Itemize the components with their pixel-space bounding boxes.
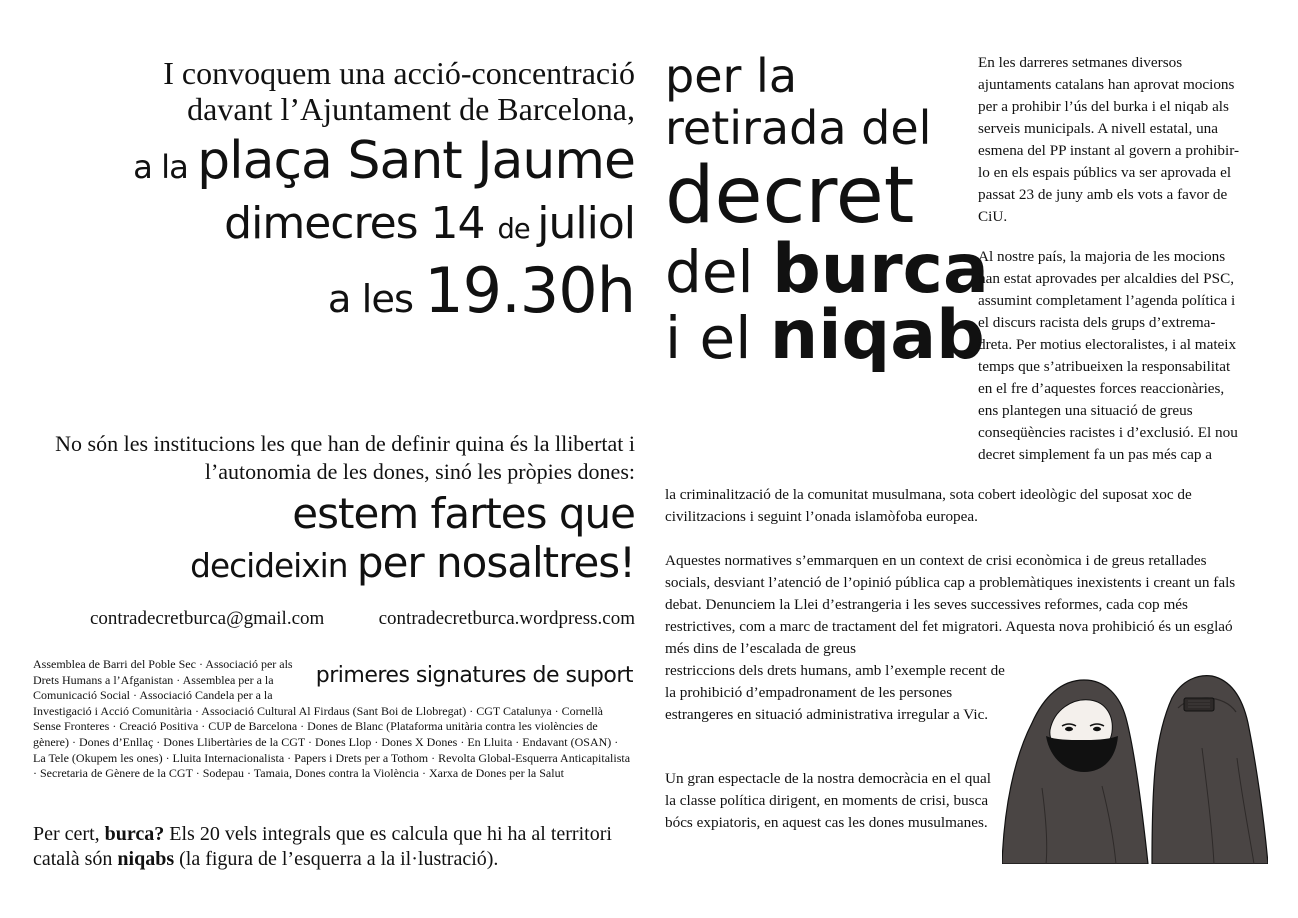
convocation-date — [40, 197, 635, 257]
headline-line-4 — [665, 230, 989, 309]
convocation-place — [40, 131, 635, 197]
note-niqabs: niqabs — [117, 848, 175, 870]
headline — [665, 49, 989, 375]
headline-line-1: per la — [665, 49, 798, 103]
article-paragraph-3-continued: restriccions dels drets humans, amb l’exemple recent de la prohibició d’empadronament de les persones estrangeres en situació administrativa irregular a Vic. — [665, 662, 1005, 723]
institutions-line-1: No són les institucions les que han de definir quina és la llibertat i — [55, 431, 635, 456]
contact-email[interactable]: contradecretburca@gmail.com — [90, 608, 325, 629]
burca-note — [33, 822, 643, 872]
date-day: dimecres 14 — [224, 198, 498, 249]
note-part-c: Els 20 vels integrals que es calcula que hi ha al territori català són — [33, 823, 612, 870]
place-prefix: a la — [133, 148, 198, 186]
slogan-per-nosaltres: per nosaltres! — [356, 538, 635, 587]
date-month: juliol — [537, 198, 635, 249]
convocation-block — [40, 55, 635, 334]
headline-line-3: decret — [665, 151, 915, 241]
article-paragraph-2: Al nostre país, la majoria de les mocions han estat aprovades per alcaldies del PSC, assumint completament l’agenda política i el discurs racista dels grups d’extrema-dreta. Per motius electoralistes, i al mateix temps que s’atribueixen la responsabilitat en el fre d’aquestes forces reaccionàries, ens plantegen una situació de greus conseqüències racistes i d’exclusió. El nou decret simplement fa un pas més cap a — [978, 248, 1238, 463]
note-burca: burca? — [104, 823, 165, 845]
note-part-a: Per cert, — [33, 823, 105, 845]
article-paragraph-3: Aquestes normatives s’emmarquen en un context de crisi econòmica i de greus retallades socials, desviant l’atenció de l’opinió pública cap a problemàtiques inexistents i creant un fals debat. Denunciem la Llei d’estrangeria i les seves successives reformes, cada cop més restrictives, com a marc de tractament del fet migratori. Aquesta nova prohibició és un esglaó més dins de l’escalada de greus — [665, 552, 1236, 657]
burqa-figure — [1152, 676, 1268, 864]
institutions-line-2: l’autonomia de les dones, sinó les pròpies dones: — [204, 459, 635, 484]
headline-line-2: retirada del — [665, 101, 932, 155]
contact-web[interactable]: contradecretburca.wordpress.com — [378, 608, 635, 629]
headline-del: del — [665, 238, 773, 306]
niqab-burqa-illustration — [1002, 668, 1268, 864]
convocation-line-2: davant l’Ajuntament de Barcelona, — [187, 91, 635, 127]
convocation-time — [40, 254, 635, 334]
note-part-e: (la figura de l’esquerra a la il·lustració). — [174, 848, 499, 870]
article-paragraph-2-continued: la criminalització de la comunitat musulmana, sota cobert ideològic del suposat xoc de civilitzacions i seguint l’onada islamòfoba europea. — [665, 486, 1192, 525]
signatures-title: primeres signatures de suport — [315, 663, 633, 688]
headline-niqab: niqab — [769, 296, 985, 375]
signatures-block — [33, 657, 633, 782]
time-prefix: a les — [327, 277, 425, 322]
signatures-list: Assemblea de Barri del Poble Sec · Associació per als Drets Humans a l’Afganistan · Assemblea per a la Comunicació Social · Associació Candela per a la Investigació i Acció Comunitària · Associació Cultural Al Firdaus (Sant Boi de Llobregat) · CGT Catalunya · Cornellà Sense Fronteres · Creació Positiva · CUP de Barcelona · Dones de Blanc (Plataforma unitària contra les violències de gènere) · Dones d’Enllaç · Dones Llibertàries de la CGT · Dones Llop · Dones X Dones · En Lluita · Endavant (OSAN) · La Tele (Okupem les ones) · Lluita Internacionalista · Papers i Drets per a Tothom · Revolta Global-Esquerra Anticapitalista · Secretaria de Gènere de la CGT · Sodepau · Tamaia, Dones contra la Violència · Xarxa de Dones per la Salut — [33, 657, 631, 781]
convocation-line-1: I convoquem una acció-concentració — [163, 55, 635, 91]
contacts-row — [90, 608, 635, 630]
date-de: de — [497, 214, 538, 245]
headline-i-el: i el — [665, 304, 770, 372]
time-value: 19.30h — [424, 254, 635, 327]
niqab-figure — [1002, 680, 1148, 864]
article-paragraph-4: Un gran espectacle de la nostra democràcia en el qual la classe política dirigent, en moments de crisi, busca bócs expiatoris, en aquest cas les dones musulmanes. — [665, 770, 991, 831]
place-name: plaça Sant Jaume — [197, 131, 635, 191]
headline-line-5 — [665, 296, 985, 375]
slogan-line-2 — [20, 538, 635, 591]
institutions-block — [20, 430, 635, 591]
slogan-line-1: estem fartes que — [292, 489, 635, 538]
article-paragraph-1: En les darreres setmanes diversos ajuntaments catalans han aprovat mocions per a prohibir l’ús del burka i el niqab als serveis municipals. A nivell estatal, una esmena del PP instant al govern a prohibir-lo en els espais públics va ser aprovada el passat 23 de juny amb els vots a favor de CiU. — [978, 54, 1240, 225]
slogan-decideixin: decideixin — [190, 547, 357, 585]
headline-burca: burca — [772, 230, 989, 309]
